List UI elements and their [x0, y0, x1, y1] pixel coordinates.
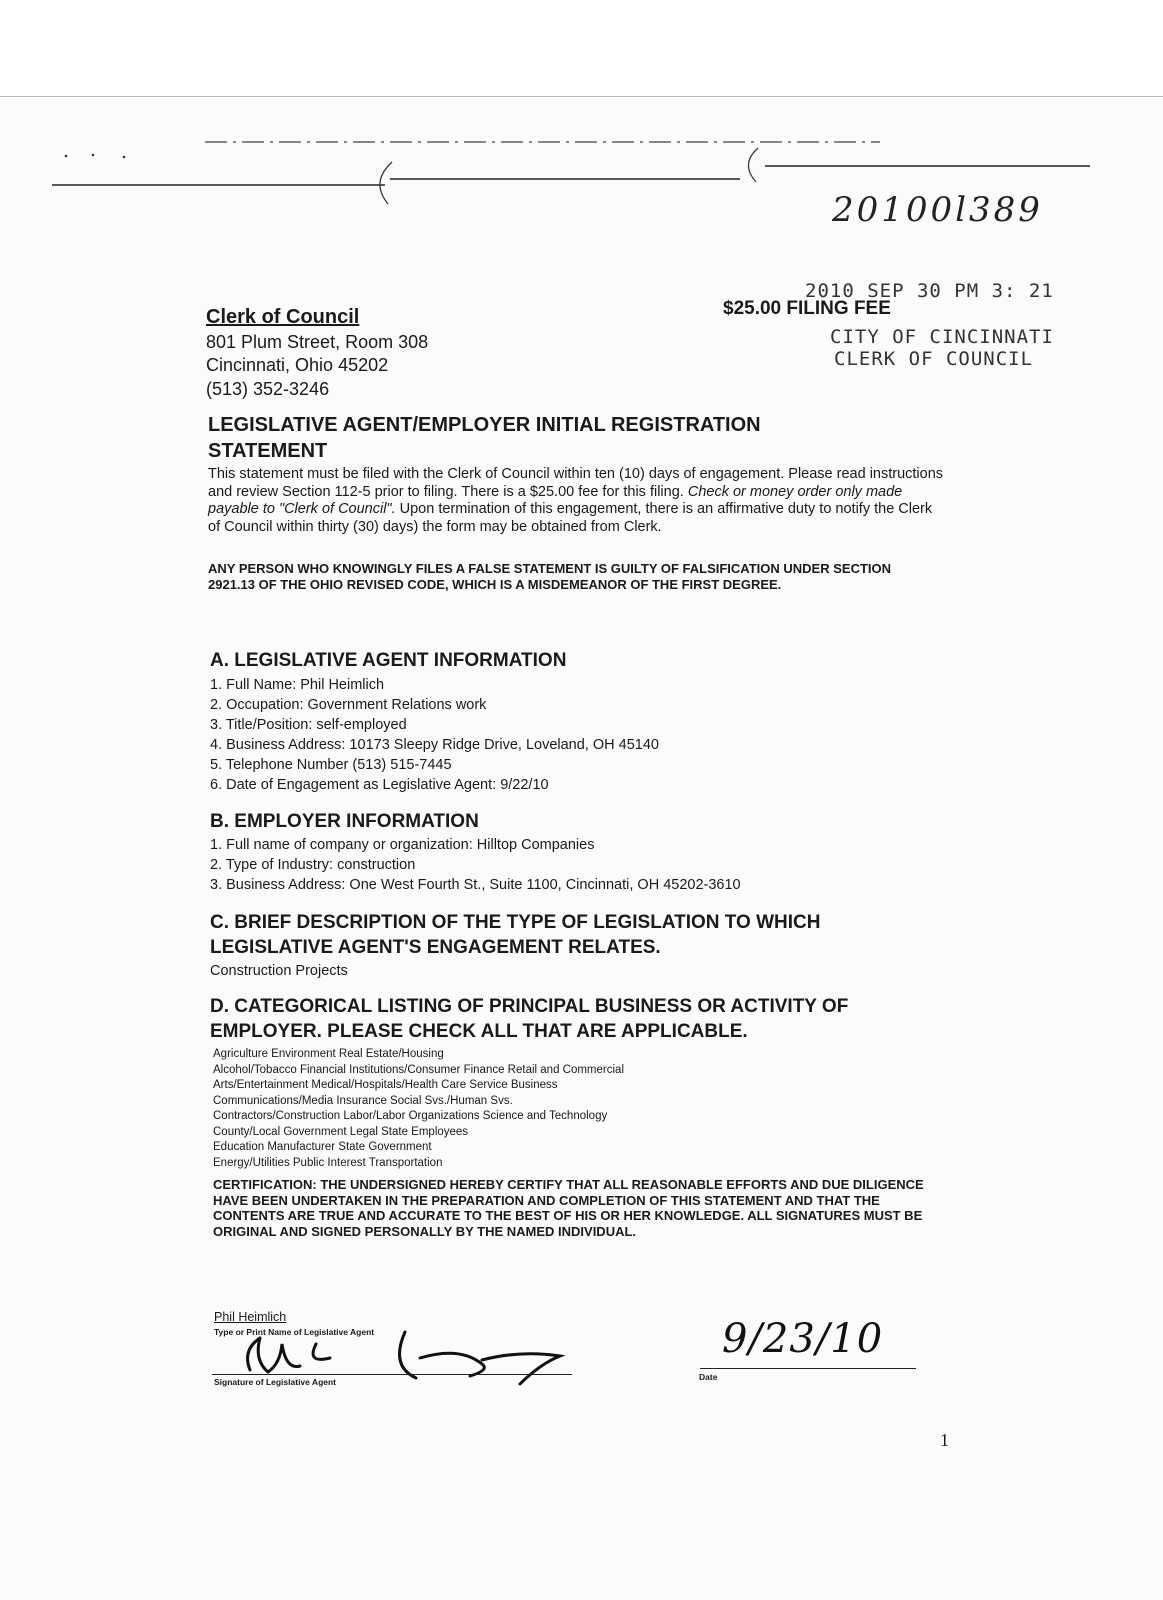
agent-engagement-date: 6. Date of Engagement as Legislative Agent: 9/22/10 — [210, 777, 549, 793]
section-b-title: B. EMPLOYER INFORMATION — [210, 811, 479, 832]
agent-occupation: 2. Occupation: Government Relations work — [210, 697, 487, 713]
instructions-part-3: Upon termination of this engagement, there is an affirmative duty to notify the Clerk of Council within thirty (30) days) the form may be obtained from Clerk. — [208, 501, 933, 535]
employer-address: 3. Business Address: One West Fourth St., Suite 1100, Cincinnati, OH 45202-3610 — [210, 877, 741, 893]
clerk-phone: (513) 352-3246 — [206, 379, 330, 399]
agent-full-name: 1. Full Name: Phil Heimlich — [210, 677, 385, 693]
clerk-address-line-1: 801 Plum Street, Room 308 — [206, 332, 429, 352]
agent-title: 3. Title/Position: self-employed — [210, 717, 407, 733]
legislation-description: Construction Projects — [210, 963, 348, 979]
printed-agent-name: Phil Heimlich — [214, 1310, 287, 1324]
agent-telephone: 5. Telephone Number (513) 515-7445 — [210, 757, 452, 773]
instructions-payment-note: Check or money order only made payable to "Clerk of Council". — [208, 483, 903, 517]
date-line — [700, 1368, 916, 1369]
page-number: 1 — [940, 1430, 949, 1450]
received-stamp-clerk: CLERK OF COUNCIL — [834, 348, 1034, 370]
section-c-title: C. BRIEF DESCRIPTION OF THE TYPE OF LEGISLATION TO WHICH LEGISLATIVE AGENT'S ENGAGEMENT RELATES. — [210, 912, 821, 958]
certification-statement: CERTIFICATION: THE UNDERSIGNED HEREBY CERTIFY THAT ALL REASONABLE EFFORTS AND DUE DILIGENCE HAVE BEEN UNDERTAKEN IN THE PREPARATION AND COMPLETION OF THIS STATEMENT AND THAT THE CONTENTS ARE TRUE AND ACCURATE TO THE BEST OF HIS OR HER KNOWLEDGE. ALL SIGNATURES MUST BE ORIGINAL AND SIGNED PERSONALLY BY THE NAMED INDIVIDUAL. — [213, 1177, 924, 1239]
instructions-part-1: This statement must be filed with the Clerk of Council within ten (10) days of engagement. Please read instructions and review Section 112-5 prior to filing. There is a $25.00 fee for this filing. — [208, 466, 944, 500]
form-title: LEGISLATIVE AGENT/EMPLOYER INITIAL REGISTRATION STATEMENT — [208, 414, 761, 462]
signature-line — [212, 1374, 572, 1375]
filing-fee: $25.00 FILING FEE — [723, 298, 891, 319]
signature-date: 9/23/10 — [722, 1316, 884, 1362]
received-stamp-datetime: 2010 SEP 30 PM 3: 21 — [805, 280, 1054, 302]
employer-industry: 2. Type of Industry: construction — [210, 857, 416, 873]
printed-name-label: Type or Print Name of Legislative Agent — [214, 1327, 375, 1337]
scan-top-margin — [0, 0, 1163, 97]
category-line: County/Local Government Legal State Employees — [213, 1125, 469, 1138]
category-line: Alcohol/Tobacco Financial Institutions/Consumer Finance Retail and Commercial — [213, 1063, 624, 1076]
section-a-title: A. LEGISLATIVE AGENT INFORMATION — [210, 650, 567, 671]
section-d-title: D. CATEGORICAL LISTING OF PRINCIPAL BUSINESS OR ACTIVITY OF EMPLOYER. PLEASE CHECK ALL THAT ARE APPLICABLE. — [210, 996, 849, 1042]
clerk-address-line-2: Cincinnati, Ohio 45202 — [206, 355, 389, 375]
instructions-paragraph — [208, 466, 948, 536]
category-line: Communications/Media Insurance Social Svs./Human Svs. — [213, 1094, 513, 1107]
clerk-of-council-title: Clerk of Council — [206, 306, 360, 328]
date-label: Date — [699, 1372, 718, 1382]
category-line: Contractors/Construction Labor/Labor Organizations Science and Technology — [213, 1110, 608, 1122]
category-line: Arts/Entertainment Medical/Hospitals/Health Care Service Business — [213, 1079, 558, 1091]
agent-business-address: 4. Business Address: 10173 Sleepy Ridge Drive, Loveland, OH 45140 — [210, 737, 659, 753]
employer-name: 1. Full name of company or organization: Hilltop Companies — [210, 837, 595, 853]
received-stamp-city: CITY OF CINCINNATI — [830, 326, 1054, 348]
category-line: Energy/Utilities Public Interest Transportation — [213, 1156, 443, 1169]
signature-label: Signature of Legislative Agent — [214, 1377, 337, 1387]
category-line: Agriculture Environment Real Estate/Housing — [213, 1048, 444, 1060]
falsification-warning: ANY PERSON WHO KNOWINGLY FILES A FALSE STATEMENT IS GUILTY OF FALSIFICATION UNDER SECTION 2921.13 OF THE OHIO REVISED CODE, WHICH IS A MISDEMEANOR OF THE FIRST DEGREE. — [208, 561, 892, 592]
category-list — [213, 1047, 624, 1171]
category-line: Education Manufacturer State Government — [213, 1141, 432, 1153]
document-number-handwritten: 20100l389 — [832, 190, 1043, 230]
